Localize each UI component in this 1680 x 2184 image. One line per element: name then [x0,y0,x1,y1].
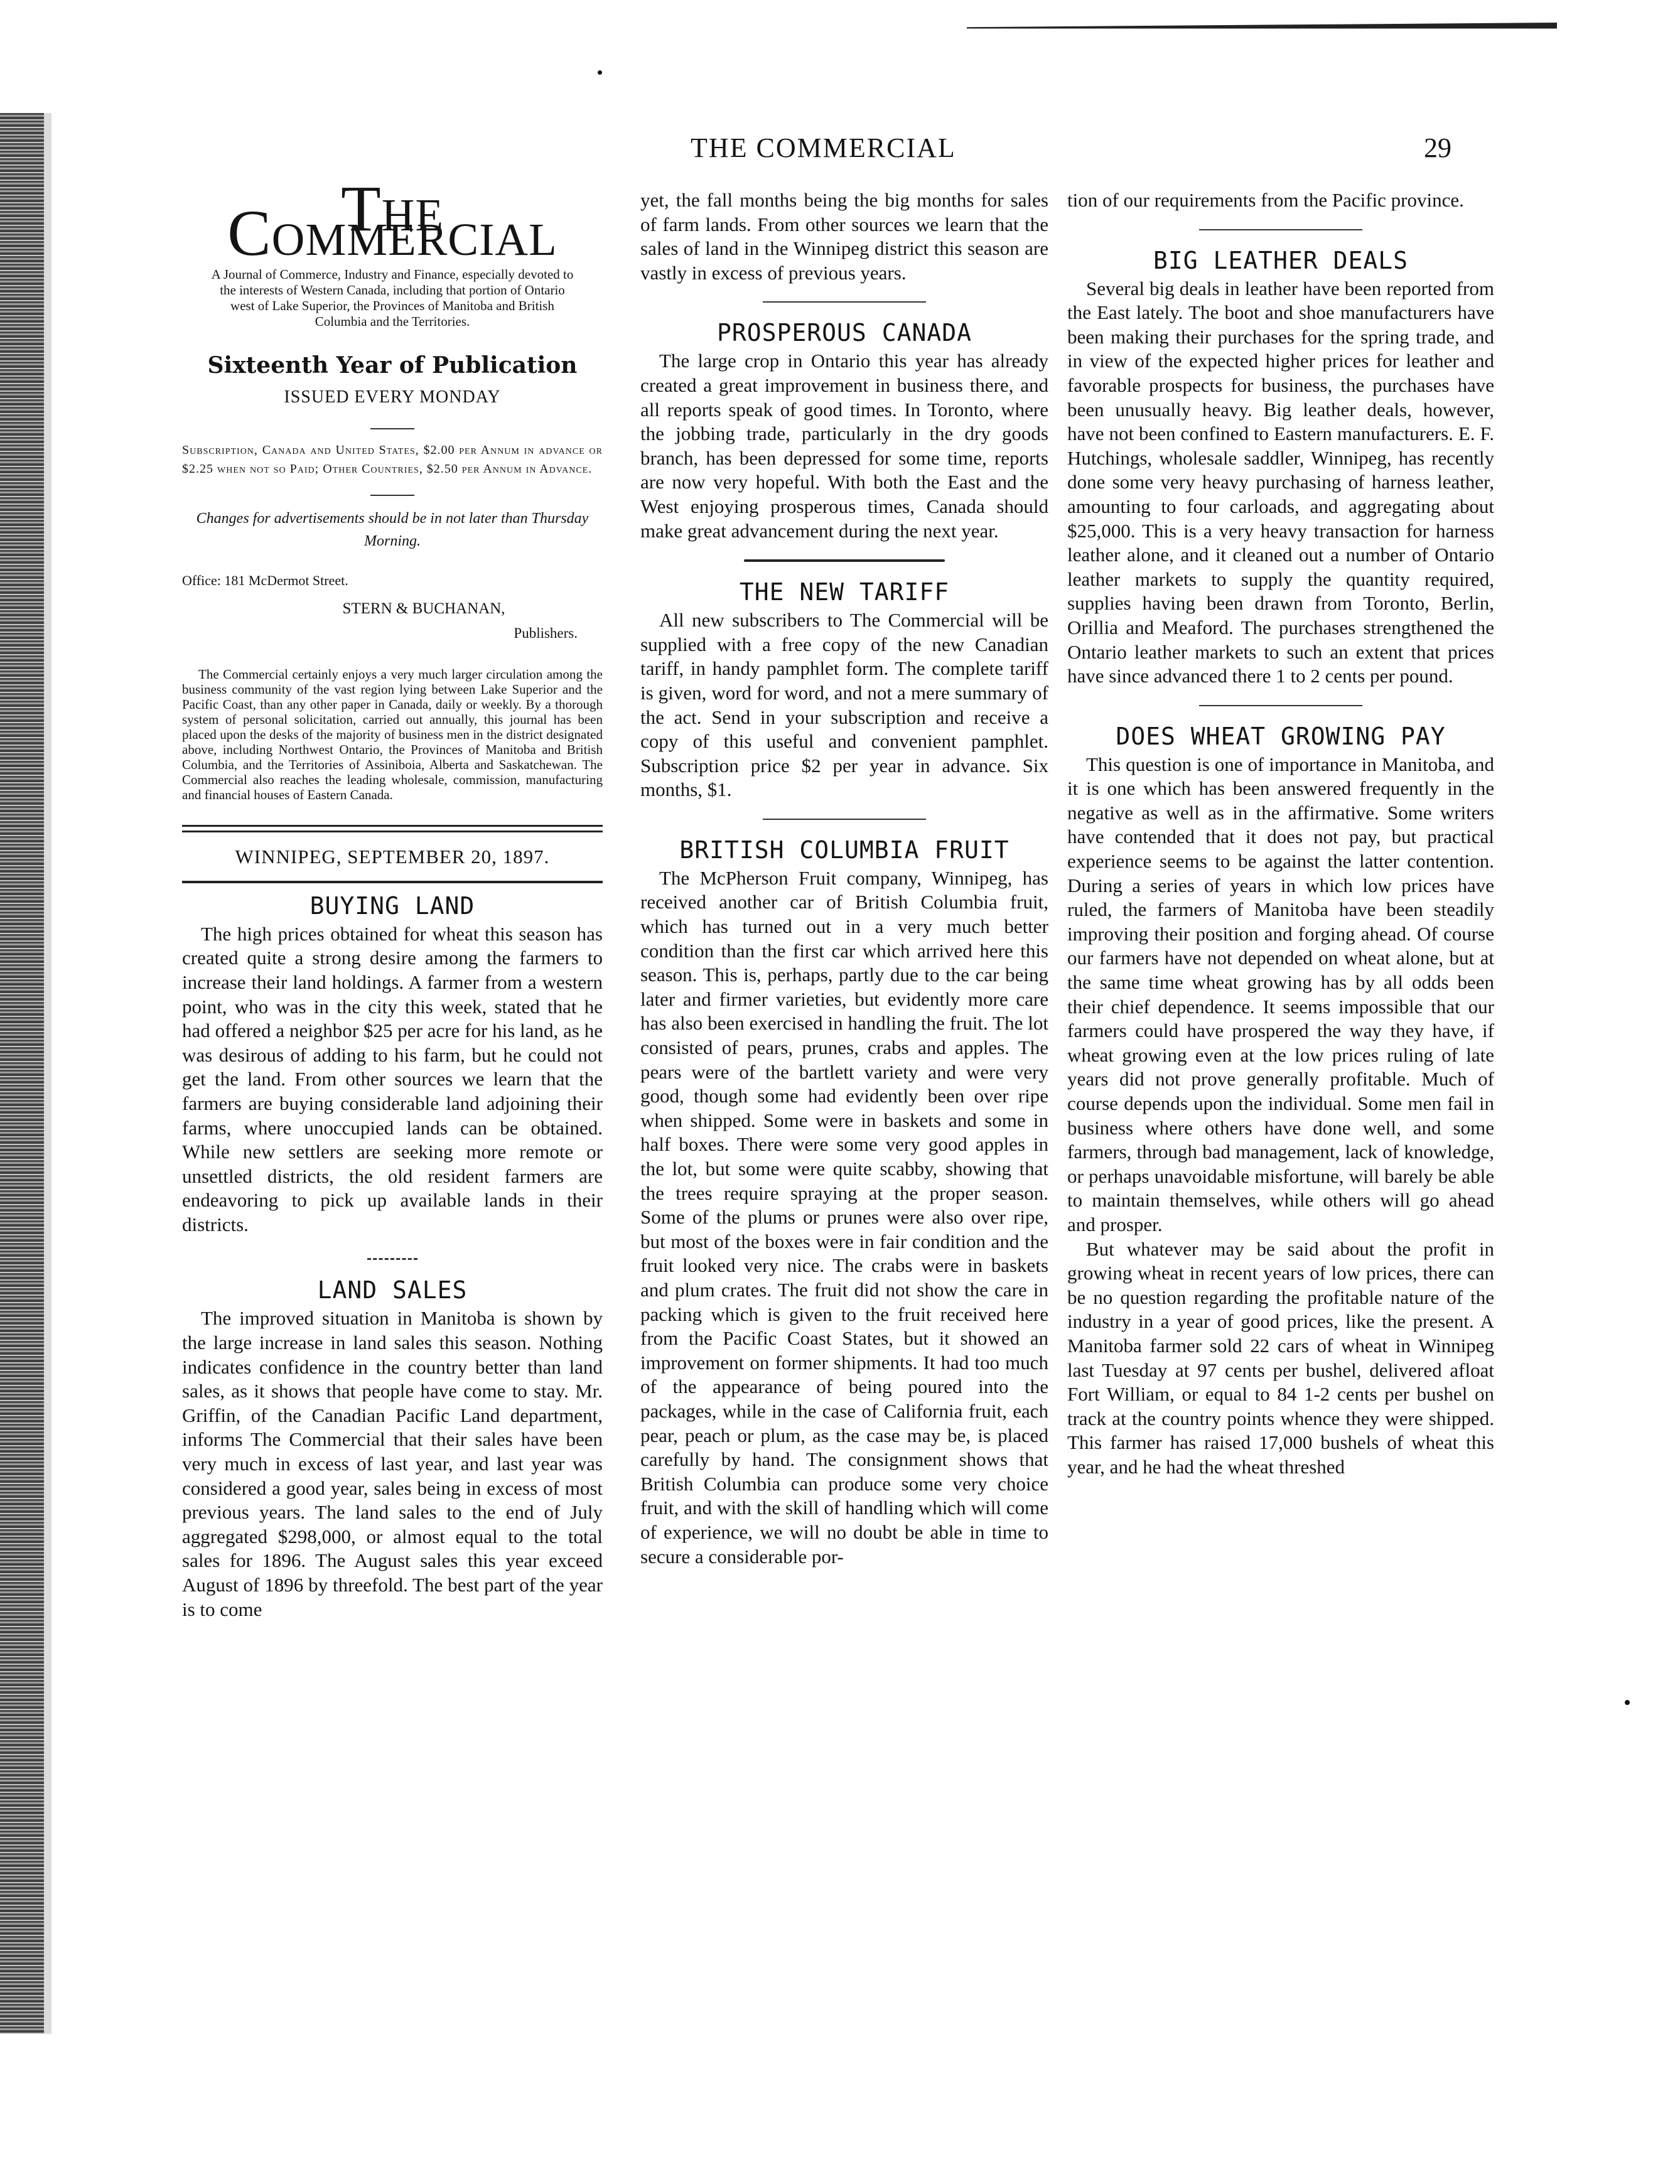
article-body-new-tariff: All new subscribers to The Commercial will be supplied with a free copy of the new Canadian tariff, in handy pamphlet form. The complete tariff is given, word for word, and not a mere summary of the act. Send in your subscription and receive a copy of this useful and convenient pamphlet. Subscription price $2 per year in advance. Six months, $1. [640,609,1048,801]
running-head: THE COMMERCIAL [691,132,956,163]
ink-speck [1625,1700,1630,1705]
column-3 [1067,188,1494,1480]
page-binding-shadow [44,113,51,2034]
ink-speck [598,70,602,75]
column-1 [182,173,603,1622]
section-divider [367,1258,417,1260]
advertisement-notice: Changes for advertisements should be in not later than Thursday Morning. [196,510,589,550]
article-body-buying-land: The high prices obtained for wheat this season has created quite a strong desire among the farmers to increase their land holdings. A farmer from a western point, who was in the city this week, stated that he had offered a neighbor $25 per acre for his land, as he was desirous of adding to his farm, but he could not get the land. From other sources we learn that the farmers are buying considerable land adjoining their farms, where unoccupied lands can be obtained. While new settlers are seeking more remote or unsettled districts, the old resident farmers are endeavoring to pick up available lands in their districts. [182,922,603,1235]
article-body-bc-fruit: The McPherson Fruit company, Winnipeg, has received another car of British Columbia fruit, which has turned out in a very much better condition than the first car which arrived here this season. This is, perhaps, partly due to the car being later and firmer varieties, but evidently more care has also been exercised in handling the fruit. The lot consisted of pears, prunes, crabs and apples. The pears were of the bartlett variety and were very good, though some had evidently been over ripe when shipped. Some were in baskets and some in half boxes. There were some very good apples in the lot, but some were quite scabby, showing that the trees require spraying at the proper season. Some of the plums or prunes were also over ripe, but most of the boxes were in fair condition and the fruit looked very nice. The crabs were in baskets and plum crates. The fruit did not show the care in packing which is given to the fruit received here from the Pacific Coast States, but it showed an improvement on former shipments. It had too much of the appearance of being poured into the packages, while in the case of California fruit, each pear, peach or plum, as the case may be, is placed carefully by hand. The consignment shows that British Columbia can produce some very choice fruit, and with the skill of handling which will come of experience, we will no doubt be able in time to secure a considerable por- [640,866,1048,1568]
publishers-name: STERN & BUCHANAN, [342,600,505,617]
article-body-land-sales: The improved situation in Manitoba is shown by the large increase in land sales this season. Nothing indicates confidence in the country better than land sales, as it shows that people have come to stay. Mr. Griffin, of the Canadian Pacific Land department, informs The Commercial that their sales have been very much in excess of last year, and last year was considered a good year, sales being in excess of most previous years. The land sales to the end of July aggregated $298,000, or almost equal to the total sales for 1896. The August sales this year exceed August of 1896 by threefold. The best part of the year is to come [182,1307,603,1620]
article-continued-bc-fruit: tion of our requirements from the Pacific province. [1067,189,1464,211]
article-heading-land-sales: LAND SALES [317,1276,468,1304]
section-divider [744,559,945,562]
article-continued-land-sales: yet, the fall months being the big months for sales of farm lands. From other sources we learn that the sales of land in the Winnipeg district this season are vastly in excess of previous years. [640,189,1048,284]
article-heading-leather-deals: BIG LEATHER DEALS [1153,246,1408,274]
subscription-terms: Subscription, Canada and United States, $2.00 per Annum in advance or $2.25 when not so Paid; Other Countries, $2.50 per Annum in Advance. [182,443,603,476]
publication-year-line: Sixteenth Year of Publication [207,352,578,379]
short-rule [370,428,414,429]
article-heading-new-tariff: THE NEW TARIFF [739,578,950,606]
dateline-rule [182,881,603,883]
short-rule [370,495,414,496]
masthead-title: The Commercial [227,173,557,269]
article-body-wheat-pay: This question is one of importance in Manitoba, and it is one which has been answered frequently in the negative as well as in the affirmative. Some writers have contended that it does not pay, but practical experience seems to be against the latter contention. During a series of years in which low prices have ruled, the farmers of Manitoba have been steadily improving their position and forging ahead. Of course our farmers have not depended on wheat alone, but at the same time wheat growing has by all odds been their chief dependence. It seems impossible that our farmers could have prospered the way they have, if wheat growing even at the low prices ruling of late years did not prove generally profitable. Much of course depends upon the individual. Some men fail in business where others have done well, and some farmers, through bad management, lack of knowledge, or perhaps unavoidable misfortune, will barely be able to maintain themselves, while others will go ahead and prosper. [1067,753,1494,1235]
section-divider [1199,229,1362,230]
office-address: Office: 181 McDermot Street. [182,573,348,589]
article-heading-bc-fruit: BRITISH COLUMBIA FRUIT [679,836,1010,864]
page-number: 29 [1424,132,1451,163]
dateline: WINNIPEG, SEPTEMBER 20, 1897. [235,846,550,868]
article-heading-buying-land: BUYING LAND [310,891,475,920]
article-body-leather-deals: Several big deals in leather have been reported from the East lately. The boot and shoe manufacturers have been making their purchases for the spring trade, and in view of the expected higher prices for leather and favorable prospects for business, the purchases have been unusually heavy. Big leather deals, however, have not been confined to Eastern manufacturers. E. F. Hutchings, wholesale saddler, Winnipeg, has recently done some very heavy purchasing of harness leather, amounting to four carloads, and aggregating about $25,000. This is a very heavy transaction for harness leather alone, and it cleaned out a number of Ontario leather markets to supply the quantity required, supplies having been drawn from Toronto, Berlin, Orillia and Meaford. The purchases strengthened the Ontario leather markets to such an extent that prices have since advanced there 1 to 2 cents per pound. [1067,277,1494,687]
publishers-label: Publishers. [514,625,578,641]
page-binding-edge [0,113,44,2034]
masthead-subtitle: A Journal of Commerce, Industry and Finance, especially devoted to the interests of Western Canada, including that portion of Ontario west of Lake Superior, the Provinces of Manitoba and British Columbia and the Territories. [211,267,574,330]
article-body-wheat-pay-2: But whatever may be said about the profit in growing wheat in recent years of low prices, there can be no question regarding the profitable nature of the industry in a year of good prices, like the present. A Manitoba farmer sold 22 cars of wheat in Winnipeg last Tuesday at 97 cents per bushel, delivered afloat Fort William, or equal to 84 1-2 cents per bushel on track at the country points whence they were shipped. This farmer has raised 17,000 bushels of wheat this year, and he had the wheat threshed [1067,1237,1494,1478]
double-rule [182,825,603,832]
article-heading-prosperous-canada: PROSPEROUS CANADA [717,319,972,347]
article-heading-wheat-pay: DOES WHEAT GROWING PAY [1116,722,1446,750]
top-edge-rule [967,23,1557,33]
section-divider [763,819,926,820]
section-divider [1199,705,1362,706]
column-2 [640,188,1048,1569]
issued-line: ISSUED EVERY MONDAY [284,387,501,407]
circulation-notice: The Commercial certainly enjoys a very much larger circulation among the business community of the vast region lying between Lake Superior and the Pacific Coast, than any other paper in Canada, daily or weekly. By a thorough system of personal solicitation, carried out annually, this journal has been placed upon the desks of the majority of business men in the district designated above, including Northwest Ontario, the Provinces of Manitoba and British Columbia, and the Territories of Assiniboia, Alberta and Saskatchewan. The Commercial also reaches the leading wholesale, commission, manufacturing and financial houses of Eastern Canada. [182,667,603,803]
article-body-prosperous-canada: The large crop in Ontario this year has already created a great improvement in business there, and all reports speak of good times. In Toronto, where the jobbing trade, particularly in the dry goods branch, has been depressed for some time, reports are now very hopeful. With both the East and the West enjoying prosperous times, Canada should make great advancement during the next year. [640,350,1048,542]
section-divider [763,301,926,303]
